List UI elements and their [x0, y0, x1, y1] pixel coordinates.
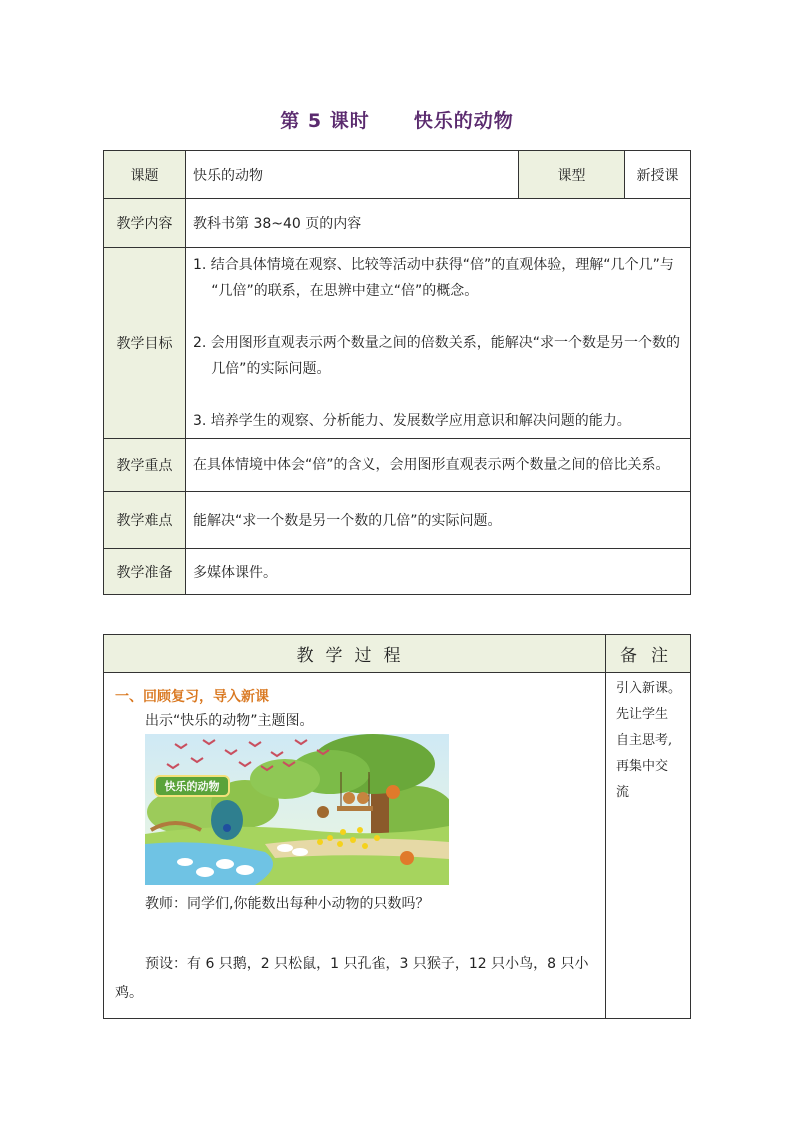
prep-row: [104, 549, 691, 595]
content-value: 教科书第 38~40 页的内容: [186, 199, 691, 248]
goals-cell: [186, 248, 691, 439]
lesson-topic: 快乐的动物: [413, 110, 514, 132]
difficulty-label: 教学难点: [104, 492, 186, 549]
subject-row: [104, 151, 691, 199]
notes-header: 备注: [606, 635, 691, 673]
process-header-row: [104, 635, 691, 673]
note-line-1: 引入新课。: [616, 681, 682, 696]
content-row: [104, 199, 691, 248]
goals-row: [104, 248, 691, 439]
type-value: 新授课: [625, 151, 691, 199]
show-image-line: 出示“快乐的动物”主题图。: [145, 713, 314, 729]
teaching-process-table: [103, 634, 691, 1019]
type-label: 课型: [519, 151, 625, 199]
difficulty-row: [104, 492, 691, 549]
lesson-info-table: [103, 150, 691, 595]
page-title: [0, 106, 794, 133]
note-line-3: 自主思考,: [616, 733, 673, 748]
image-sign-text: 快乐的动物: [164, 780, 220, 793]
subject-value: 快乐的动物: [186, 151, 519, 199]
process-header: 教学过程: [104, 635, 606, 673]
theme-image: [145, 734, 449, 885]
notes-cell: [606, 673, 691, 1019]
difficulty-value: 能解决“求一个数是另一个数的几倍”的实际问题。: [186, 492, 691, 549]
goal-item-1: 1. 结合具体情境在观察、比较等活动中获得“倍”的直观体验，理解“几个几”与 “几倍”的联系，在思辨中建立“倍”的概念。: [193, 257, 674, 299]
note-line-5: 流: [616, 785, 630, 800]
note-line-2: 先让学生: [616, 707, 669, 722]
section-1-title: 一、回顾复习，导入新课: [115, 689, 269, 705]
preset-answer: 预设：有 6 只鹅，2 只松鼠，1 只孔雀，3 只猴子，12 只小鸟，8 只小鸡。: [115, 956, 589, 1001]
key-value: 在具体情境中体会“倍”的含义，会用图形直观表示两个数量之间的倍比关系。: [186, 439, 691, 492]
goal-item-2: 2. 会用图形直观表示两个数量之间的倍数关系，能解决“求一个数是另一个数的几倍”的实际问题。: [193, 335, 681, 377]
lesson-number: 第 5 课时: [280, 110, 370, 132]
subject-label: 课题: [104, 151, 186, 199]
key-label: 教学重点: [104, 439, 186, 492]
process-body-row: [104, 673, 691, 1019]
process-body: [104, 673, 606, 1019]
prep-label: 教学准备: [104, 549, 186, 595]
teacher-question: 教师：同学们,你能数出每种小动物的只数吗？: [145, 896, 430, 912]
goals-label: 教学目标: [104, 248, 186, 439]
prep-value: 多媒体课件。: [186, 549, 691, 595]
key-row: [104, 439, 691, 492]
note-line-4: 再集中交: [616, 759, 669, 774]
goal-item-3: 3. 培养学生的观察、分析能力、发展数学应用意识和解决问题的能力。: [193, 413, 631, 429]
content-label: 教学内容: [104, 199, 186, 248]
